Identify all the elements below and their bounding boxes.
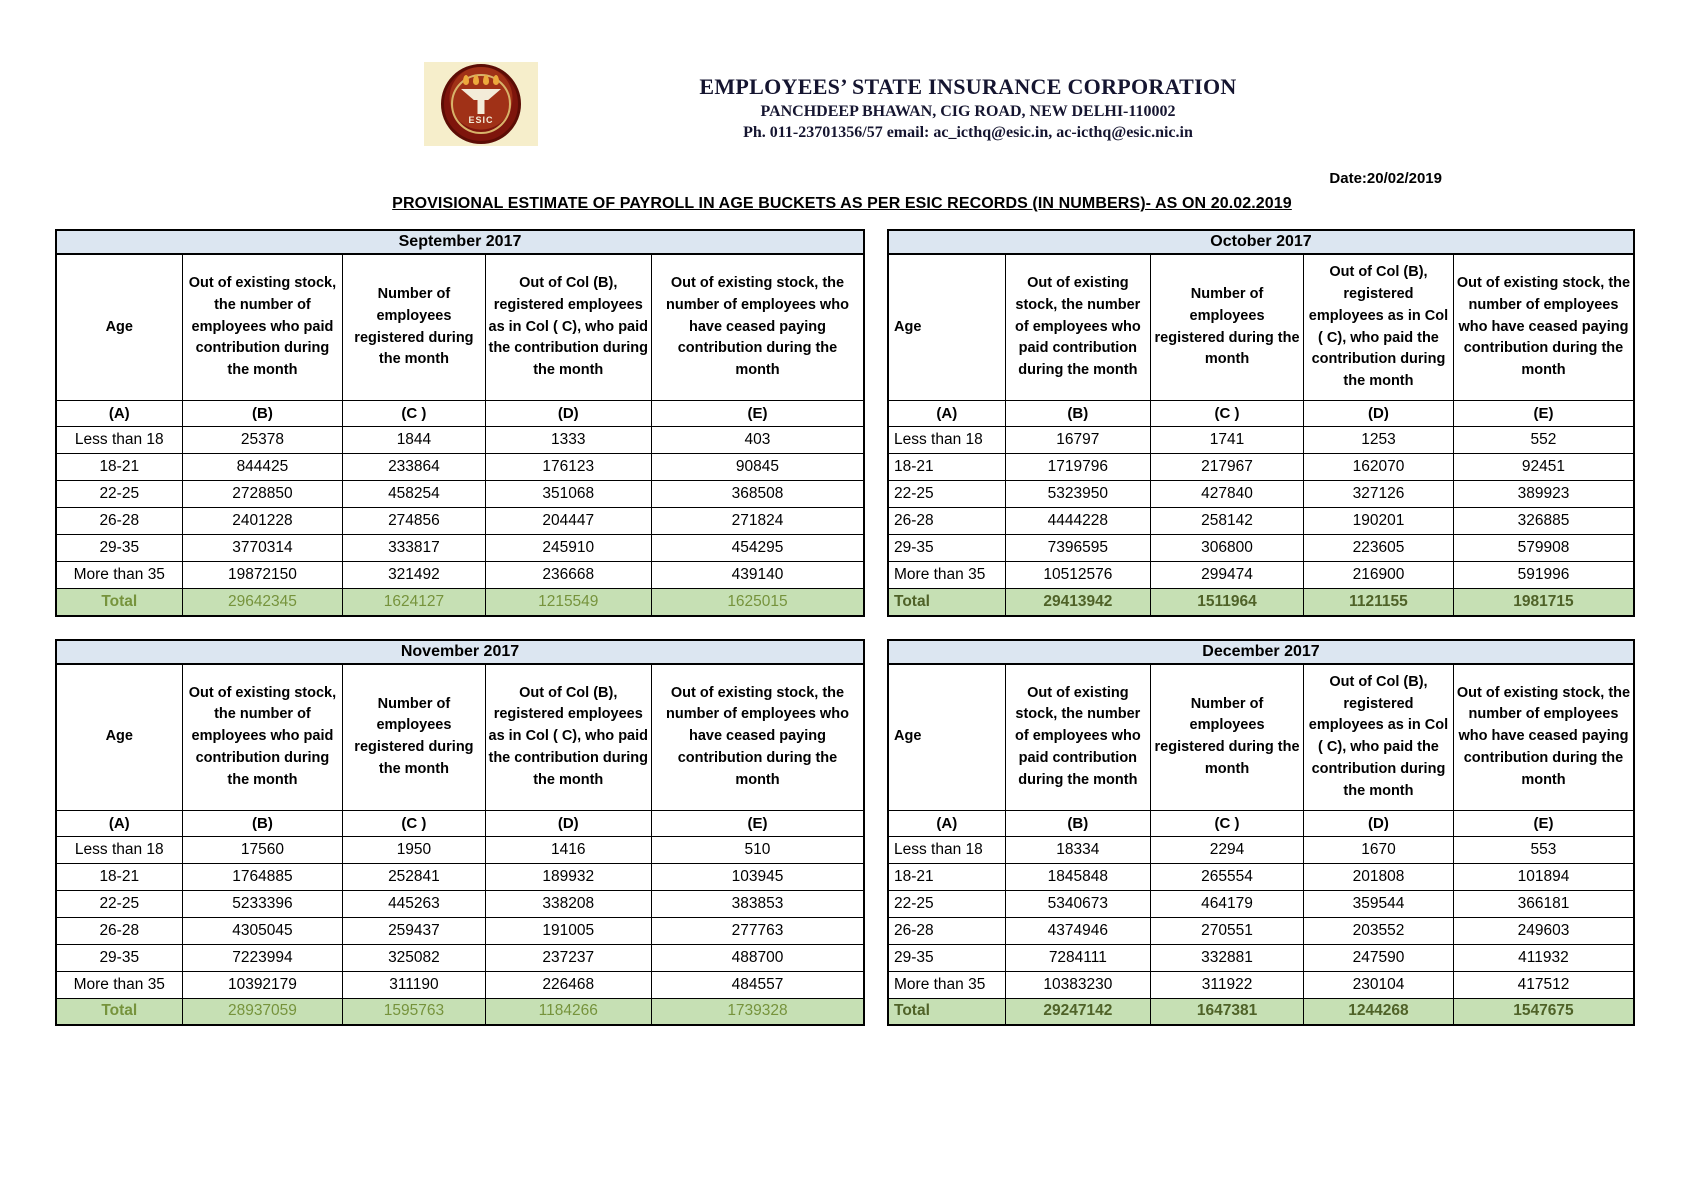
value-cell: 366181 bbox=[1453, 890, 1634, 917]
age-cell: 22-25 bbox=[888, 890, 1005, 917]
age-cell: 26-28 bbox=[56, 917, 182, 944]
column-letter-row bbox=[888, 810, 1634, 836]
table-row bbox=[56, 454, 864, 481]
age-cell: 26-28 bbox=[888, 917, 1005, 944]
value-cell: 92451 bbox=[1453, 454, 1634, 481]
value-cell: 18334 bbox=[1005, 836, 1150, 863]
age-cell: More than 35 bbox=[56, 562, 182, 589]
column-letter: (A) bbox=[888, 810, 1005, 836]
org-name: EMPLOYEES’ STATE INSURANCE CORPORATION bbox=[699, 74, 1237, 99]
age-cell: 22-25 bbox=[888, 481, 1005, 508]
total-value-cell: 1244268 bbox=[1304, 998, 1454, 1025]
table-row bbox=[56, 427, 864, 454]
value-cell: 16797 bbox=[1005, 427, 1150, 454]
month-header: October 2017 bbox=[887, 229, 1635, 254]
total-label-cell: Total bbox=[888, 589, 1005, 616]
column-header: Out of Col (B), registered employees as in Col ( C), who paid the contribution during the month bbox=[1304, 664, 1454, 810]
total-value-cell: 1184266 bbox=[485, 998, 651, 1025]
column-header: Age bbox=[888, 255, 1005, 401]
age-cell: Less than 18 bbox=[888, 836, 1005, 863]
table-row bbox=[56, 890, 864, 917]
total-value-cell: 1647381 bbox=[1151, 998, 1304, 1025]
month-header: September 2017 bbox=[55, 229, 865, 254]
age-cell: 22-25 bbox=[56, 890, 182, 917]
total-row bbox=[888, 998, 1634, 1025]
age-cell: Less than 18 bbox=[56, 836, 182, 863]
value-cell: 7396595 bbox=[1005, 535, 1150, 562]
payroll-table bbox=[887, 254, 1635, 617]
value-cell: 338208 bbox=[485, 890, 651, 917]
value-cell: 176123 bbox=[485, 454, 651, 481]
payroll-table bbox=[55, 664, 865, 1027]
table-row bbox=[888, 944, 1634, 971]
value-cell: 311922 bbox=[1151, 971, 1304, 998]
value-cell: 103945 bbox=[651, 863, 864, 890]
column-header: Number of employees registered during the month bbox=[1151, 255, 1304, 401]
value-cell: 458254 bbox=[343, 481, 485, 508]
value-cell: 427840 bbox=[1151, 481, 1304, 508]
column-header-row bbox=[56, 255, 864, 401]
column-header: Out of existing stock, the number of employees who paid contribution during the month bbox=[1005, 664, 1150, 810]
value-cell: 1741 bbox=[1151, 427, 1304, 454]
table-row bbox=[888, 508, 1634, 535]
value-cell: 90845 bbox=[651, 454, 864, 481]
value-cell: 4305045 bbox=[182, 917, 343, 944]
age-cell: 22-25 bbox=[56, 481, 182, 508]
value-cell: 189932 bbox=[485, 863, 651, 890]
column-header: Age bbox=[56, 664, 182, 810]
column-header: Out of existing stock, the number of employees who have ceased paying contribution during the month bbox=[651, 255, 864, 401]
age-cell: Less than 18 bbox=[56, 427, 182, 454]
value-cell: 10383230 bbox=[1005, 971, 1150, 998]
column-header: Out of existing stock, the number of employees who have ceased paying contribution during the month bbox=[1453, 255, 1634, 401]
org-address: PANCHDEEP BHAWAN, CIG ROAD, NEW DELHI-110002 bbox=[760, 103, 1176, 120]
column-letter-row bbox=[56, 810, 864, 836]
value-cell: 101894 bbox=[1453, 863, 1634, 890]
column-letter: (B) bbox=[1005, 401, 1150, 427]
column-letter: (E) bbox=[1453, 401, 1634, 427]
value-cell: 17560 bbox=[182, 836, 343, 863]
table-row bbox=[888, 863, 1634, 890]
column-header: Number of employees registered during the month bbox=[1151, 664, 1304, 810]
value-cell: 1950 bbox=[343, 836, 485, 863]
column-letter: (D) bbox=[485, 401, 651, 427]
column-header: Out of Col (B), registered employees as in Col ( C), who paid the contribution during the month bbox=[1304, 255, 1454, 401]
value-cell: 216900 bbox=[1304, 562, 1454, 589]
value-cell: 368508 bbox=[651, 481, 864, 508]
value-cell: 844425 bbox=[182, 454, 343, 481]
payroll-table bbox=[887, 664, 1635, 1027]
value-cell: 417512 bbox=[1453, 971, 1634, 998]
total-label-cell: Total bbox=[56, 998, 182, 1025]
value-cell: 552 bbox=[1453, 427, 1634, 454]
table-november-2017 bbox=[55, 639, 865, 1027]
table-row bbox=[888, 890, 1634, 917]
column-letter: (D) bbox=[1304, 810, 1454, 836]
value-cell: 259437 bbox=[343, 917, 485, 944]
age-cell: More than 35 bbox=[888, 562, 1005, 589]
column-letter: (C ) bbox=[1151, 810, 1304, 836]
value-cell: 223605 bbox=[1304, 535, 1454, 562]
age-cell: 18-21 bbox=[888, 863, 1005, 890]
value-cell: 1764885 bbox=[182, 863, 343, 890]
table-row bbox=[56, 508, 864, 535]
column-letter: (E) bbox=[1453, 810, 1634, 836]
column-letter: (B) bbox=[1005, 810, 1150, 836]
table-row bbox=[888, 971, 1634, 998]
value-cell: 162070 bbox=[1304, 454, 1454, 481]
total-value-cell: 1625015 bbox=[651, 589, 864, 616]
age-cell: 29-35 bbox=[56, 535, 182, 562]
column-header: Out of existing stock, the number of employees who paid contribution during the month bbox=[1005, 255, 1150, 401]
column-header: Number of employees registered during the month bbox=[343, 664, 485, 810]
value-cell: 5233396 bbox=[182, 890, 343, 917]
value-cell: 351068 bbox=[485, 481, 651, 508]
value-cell: 190201 bbox=[1304, 508, 1454, 535]
column-header-row bbox=[56, 664, 864, 810]
value-cell: 265554 bbox=[1151, 863, 1304, 890]
value-cell: 5323950 bbox=[1005, 481, 1150, 508]
column-letter: (D) bbox=[485, 810, 651, 836]
value-cell: 445263 bbox=[343, 890, 485, 917]
month-header: December 2017 bbox=[887, 639, 1635, 664]
table-row bbox=[56, 944, 864, 971]
age-cell: 18-21 bbox=[888, 454, 1005, 481]
payroll-table bbox=[55, 254, 865, 617]
total-value-cell: 1547675 bbox=[1453, 998, 1634, 1025]
age-cell: 29-35 bbox=[888, 535, 1005, 562]
value-cell: 1719796 bbox=[1005, 454, 1150, 481]
value-cell: 484557 bbox=[651, 971, 864, 998]
column-header: Out of existing stock, the number of employees who have ceased paying contribution during the month bbox=[651, 664, 864, 810]
table-row bbox=[888, 562, 1634, 589]
value-cell: 2294 bbox=[1151, 836, 1304, 863]
value-cell: 7223994 bbox=[182, 944, 343, 971]
value-cell: 217967 bbox=[1151, 454, 1304, 481]
column-letter-row bbox=[56, 401, 864, 427]
value-cell: 403 bbox=[651, 427, 864, 454]
value-cell: 25378 bbox=[182, 427, 343, 454]
table-row bbox=[888, 917, 1634, 944]
org-contact: Ph. 011-23701356/57 email: ac_icthq@esic.in, ac-icthq@esic.nic.in bbox=[743, 124, 1193, 141]
column-letter: (A) bbox=[888, 401, 1005, 427]
value-cell: 411932 bbox=[1453, 944, 1634, 971]
value-cell: 245910 bbox=[485, 535, 651, 562]
value-cell: 191005 bbox=[485, 917, 651, 944]
value-cell: 488700 bbox=[651, 944, 864, 971]
table-row bbox=[56, 917, 864, 944]
column-letter: (E) bbox=[651, 810, 864, 836]
value-cell: 204447 bbox=[485, 508, 651, 535]
value-cell: 299474 bbox=[1151, 562, 1304, 589]
column-header: Age bbox=[56, 255, 182, 401]
column-letter: (C ) bbox=[343, 810, 485, 836]
value-cell: 1670 bbox=[1304, 836, 1454, 863]
value-cell: 10512576 bbox=[1005, 562, 1150, 589]
value-cell: 1253 bbox=[1304, 427, 1454, 454]
value-cell: 591996 bbox=[1453, 562, 1634, 589]
total-value-cell: 1215549 bbox=[485, 589, 651, 616]
total-row bbox=[56, 589, 864, 616]
column-letter-row bbox=[888, 401, 1634, 427]
total-value-cell: 29413942 bbox=[1005, 589, 1150, 616]
value-cell: 236668 bbox=[485, 562, 651, 589]
org-header-block bbox=[392, 74, 1544, 142]
value-cell: 247590 bbox=[1304, 944, 1454, 971]
column-letter: (B) bbox=[182, 401, 343, 427]
column-header-row bbox=[888, 255, 1634, 401]
value-cell: 359544 bbox=[1304, 890, 1454, 917]
table-row bbox=[888, 836, 1634, 863]
column-letter: (C ) bbox=[1151, 401, 1304, 427]
total-value-cell: 1624127 bbox=[343, 589, 485, 616]
logo-esic-text: ESIC bbox=[468, 115, 494, 125]
age-cell: 26-28 bbox=[888, 508, 1005, 535]
total-label-cell: Total bbox=[888, 998, 1005, 1025]
value-cell: 332881 bbox=[1151, 944, 1304, 971]
value-cell: 10392179 bbox=[182, 971, 343, 998]
value-cell: 271824 bbox=[651, 508, 864, 535]
value-cell: 7284111 bbox=[1005, 944, 1150, 971]
column-letter: (E) bbox=[651, 401, 864, 427]
value-cell: 4374946 bbox=[1005, 917, 1150, 944]
value-cell: 579908 bbox=[1453, 535, 1634, 562]
column-header: Out of existing stock, the number of employees who have ceased paying contribution during the month bbox=[1453, 664, 1634, 810]
value-cell: 2401228 bbox=[182, 508, 343, 535]
age-cell: 26-28 bbox=[56, 508, 182, 535]
column-header: Out of existing stock, the number of employees who paid contribution during the month bbox=[182, 255, 343, 401]
document-title: PROVISIONAL ESTIMATE OF PAYROLL IN AGE BUCKETS AS PER ESIC RECORDS (IN NUMBERS)- AS ON 20.02.2019 bbox=[392, 195, 1292, 212]
column-letter: (A) bbox=[56, 401, 182, 427]
column-letter: (D) bbox=[1304, 401, 1454, 427]
column-header: Age bbox=[888, 664, 1005, 810]
value-cell: 237237 bbox=[485, 944, 651, 971]
table-row bbox=[56, 535, 864, 562]
value-cell: 454295 bbox=[651, 535, 864, 562]
value-cell: 5340673 bbox=[1005, 890, 1150, 917]
value-cell: 226468 bbox=[485, 971, 651, 998]
value-cell: 311190 bbox=[343, 971, 485, 998]
value-cell: 1333 bbox=[485, 427, 651, 454]
total-row bbox=[888, 589, 1634, 616]
total-value-cell: 1981715 bbox=[1453, 589, 1634, 616]
column-header: Number of employees registered during the month bbox=[343, 255, 485, 401]
date-label: Date:20/02/2019 bbox=[1329, 170, 1442, 187]
total-row bbox=[56, 998, 864, 1025]
table-row bbox=[56, 971, 864, 998]
table-october-2017 bbox=[887, 229, 1635, 617]
age-cell: More than 35 bbox=[56, 971, 182, 998]
value-cell: 510 bbox=[651, 836, 864, 863]
value-cell: 553 bbox=[1453, 836, 1634, 863]
table-row bbox=[888, 481, 1634, 508]
column-header: Out of existing stock, the number of employees who paid contribution during the month bbox=[182, 664, 343, 810]
total-value-cell: 29247142 bbox=[1005, 998, 1150, 1025]
table-row bbox=[56, 836, 864, 863]
value-cell: 327126 bbox=[1304, 481, 1454, 508]
age-cell: 18-21 bbox=[56, 863, 182, 890]
total-value-cell: 1511964 bbox=[1151, 589, 1304, 616]
value-cell: 201808 bbox=[1304, 863, 1454, 890]
value-cell: 230104 bbox=[1304, 971, 1454, 998]
table-september-2017 bbox=[55, 229, 865, 617]
column-letter: (C ) bbox=[343, 401, 485, 427]
column-header: Out of Col (B), registered employees as in Col ( C), who paid the contribution during the month bbox=[485, 664, 651, 810]
value-cell: 249603 bbox=[1453, 917, 1634, 944]
total-value-cell: 1739328 bbox=[651, 998, 864, 1025]
total-value-cell: 28937059 bbox=[182, 998, 343, 1025]
column-header: Out of Col (B), registered employees as in Col ( C), who paid the contribution during the month bbox=[485, 255, 651, 401]
value-cell: 439140 bbox=[651, 562, 864, 589]
value-cell: 233864 bbox=[343, 454, 485, 481]
age-cell: Less than 18 bbox=[888, 427, 1005, 454]
value-cell: 321492 bbox=[343, 562, 485, 589]
table-december-2017 bbox=[887, 639, 1635, 1027]
value-cell: 277763 bbox=[651, 917, 864, 944]
value-cell: 326885 bbox=[1453, 508, 1634, 535]
table-row bbox=[56, 481, 864, 508]
value-cell: 306800 bbox=[1151, 535, 1304, 562]
value-cell: 389923 bbox=[1453, 481, 1634, 508]
value-cell: 1844 bbox=[343, 427, 485, 454]
value-cell: 4444228 bbox=[1005, 508, 1150, 535]
value-cell: 1845848 bbox=[1005, 863, 1150, 890]
column-letter: (A) bbox=[56, 810, 182, 836]
value-cell: 1416 bbox=[485, 836, 651, 863]
age-cell: 18-21 bbox=[56, 454, 182, 481]
value-cell: 3770314 bbox=[182, 535, 343, 562]
age-cell: More than 35 bbox=[888, 971, 1005, 998]
value-cell: 203552 bbox=[1304, 917, 1454, 944]
total-value-cell: 29642345 bbox=[182, 589, 343, 616]
column-header-row bbox=[888, 664, 1634, 810]
value-cell: 2728850 bbox=[182, 481, 343, 508]
table-row bbox=[56, 863, 864, 890]
value-cell: 258142 bbox=[1151, 508, 1304, 535]
table-row bbox=[888, 454, 1634, 481]
value-cell: 325082 bbox=[343, 944, 485, 971]
value-cell: 19872150 bbox=[182, 562, 343, 589]
total-value-cell: 1595763 bbox=[343, 998, 485, 1025]
total-value-cell: 1121155 bbox=[1304, 589, 1454, 616]
value-cell: 252841 bbox=[343, 863, 485, 890]
value-cell: 333817 bbox=[343, 535, 485, 562]
letterhead bbox=[0, 0, 1684, 152]
column-letter: (B) bbox=[182, 810, 343, 836]
value-cell: 383853 bbox=[651, 890, 864, 917]
value-cell: 270551 bbox=[1151, 917, 1304, 944]
table-row bbox=[888, 427, 1634, 454]
total-label-cell: Total bbox=[56, 589, 182, 616]
age-cell: 29-35 bbox=[56, 944, 182, 971]
tables-grid bbox=[55, 229, 1684, 1026]
value-cell: 464179 bbox=[1151, 890, 1304, 917]
table-row bbox=[56, 562, 864, 589]
month-header: November 2017 bbox=[55, 639, 865, 664]
age-cell: 29-35 bbox=[888, 944, 1005, 971]
table-row bbox=[888, 535, 1634, 562]
value-cell: 274856 bbox=[343, 508, 485, 535]
